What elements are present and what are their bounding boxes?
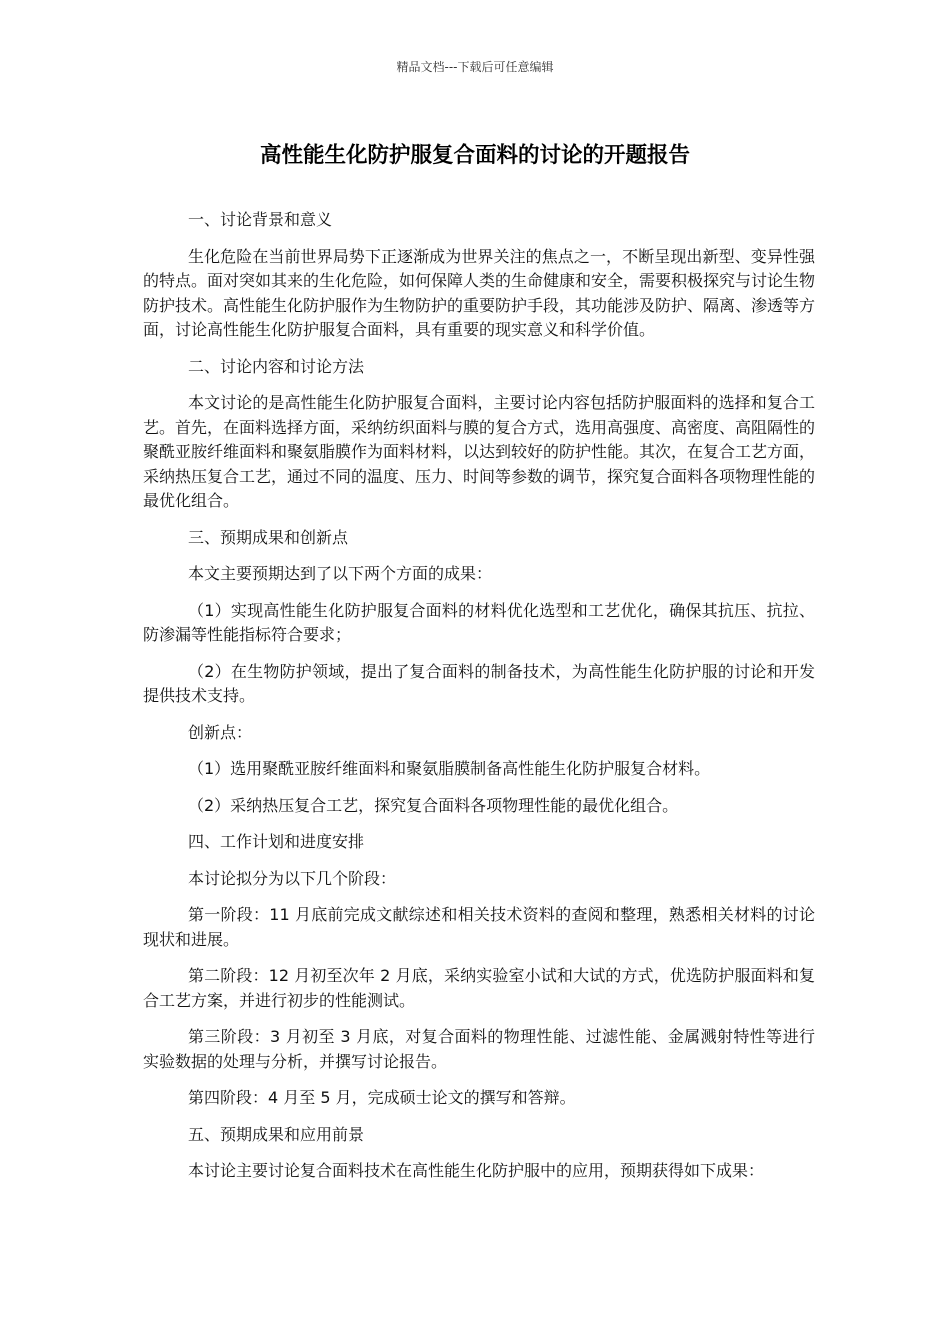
paragraph-applications: 本讨论主要讨论复合面料技术在高性能生化防护服中的应用，预期获得如下成果： xyxy=(188,1161,765,1180)
document-body xyxy=(143,208,815,1196)
innovation-label: 创新点： xyxy=(188,722,253,742)
section-heading-background: 一、讨论背景和意义 xyxy=(188,210,333,229)
plan-stage-3: 第三阶段：3 月初至 3 月底，对复合面料的物理性能、过滤性能、金属溅射特性等进行实验数据的处理与分析，并撰写讨论报告。 xyxy=(143,1027,815,1071)
list-item-result-1: （1）实现高性能生化防护服复合面料的材料优化选型和工艺优化，确保其抗压、抗拉、防渗漏等性能指标符合要求； xyxy=(143,600,815,644)
paragraph-background: 生化危险在当前世界局势下正逐渐成为世界关注的焦点之一，不断呈现出新型、变异性强的特点。面对突如其来的生化危险，如何保障人类的生命健康和安全，需要积极探究与讨论生物防护技术。高性能生化防护服作为生物防护的重要防护手段，其功能涉及防护、隔离、渗透等方面，讨论高性能生化防护服复合面料，具有重要的现实意义和科学价值。 xyxy=(143,246,816,339)
paragraph-plan-intro: 本讨论拟分为以下几个阶段： xyxy=(188,868,397,888)
document-title: 高性能生化防护服复合面料的讨论的开题报告 xyxy=(259,143,690,168)
section-heading-applications: 五、预期成果和应用前景 xyxy=(188,1124,365,1144)
plan-stage-1: 第一阶段：11 月底前完成文献综述和相关技术资料的查阅和整理，熟悉相关材料的讨论现状和进展。 xyxy=(143,905,815,949)
section-heading-work-plan: 四、工作计划和进度安排 xyxy=(188,832,365,851)
section-heading-expected-results: 三、预期成果和创新点 xyxy=(188,527,349,547)
plan-stage-2: 第二阶段：12 月初至次年 2 月底，采纳实验室小试和大试的方式，优选防护服面料和复合工艺方案，并进行初步的性能测试。 xyxy=(143,966,815,1010)
list-item-innovation-1: （1）选用聚酰亚胺纤维面料和聚氨脂膜制备高性能生化防护服复合材料。 xyxy=(188,759,711,778)
header-note: 精品文档---下载后可任意编辑 xyxy=(396,60,554,74)
list-item-result-2: （2）在生物防护领域，提出了复合面料的制备技术，为高性能生化防护服的讨论和开发提供技术支持。 xyxy=(143,661,815,705)
plan-stage-4: 第四阶段：4 月至 5 月，完成硕士论文的撰写和答辩。 xyxy=(188,1088,576,1107)
paragraph-content-methods: 本文讨论的是高性能生化防护服复合面料，主要讨论内容包括防护服面料的选择和复合工艺。首先，在面料选择方面，采纳纺织面料与膜的复合方式，选用高强度、高密度、高阻隔性的聚酰亚胺纤维面料和聚氨脂膜作为面料材料，以达到较好的防护性能。其次，在复合工艺方面，采纳热压复合工艺，通过不同的温度、压力、时间等参数的调节，探究复合面料各项物理性能的最优化组合。 xyxy=(143,393,816,510)
paragraph-expected-intro: 本文主要预期达到了以下两个方面的成果： xyxy=(188,564,493,583)
section-heading-content-methods: 二、讨论内容和讨论方法 xyxy=(188,356,365,376)
list-item-innovation-2: （2）采纳热压复合工艺，探究复合面料各项物理性能的最优化组合。 xyxy=(188,795,679,815)
